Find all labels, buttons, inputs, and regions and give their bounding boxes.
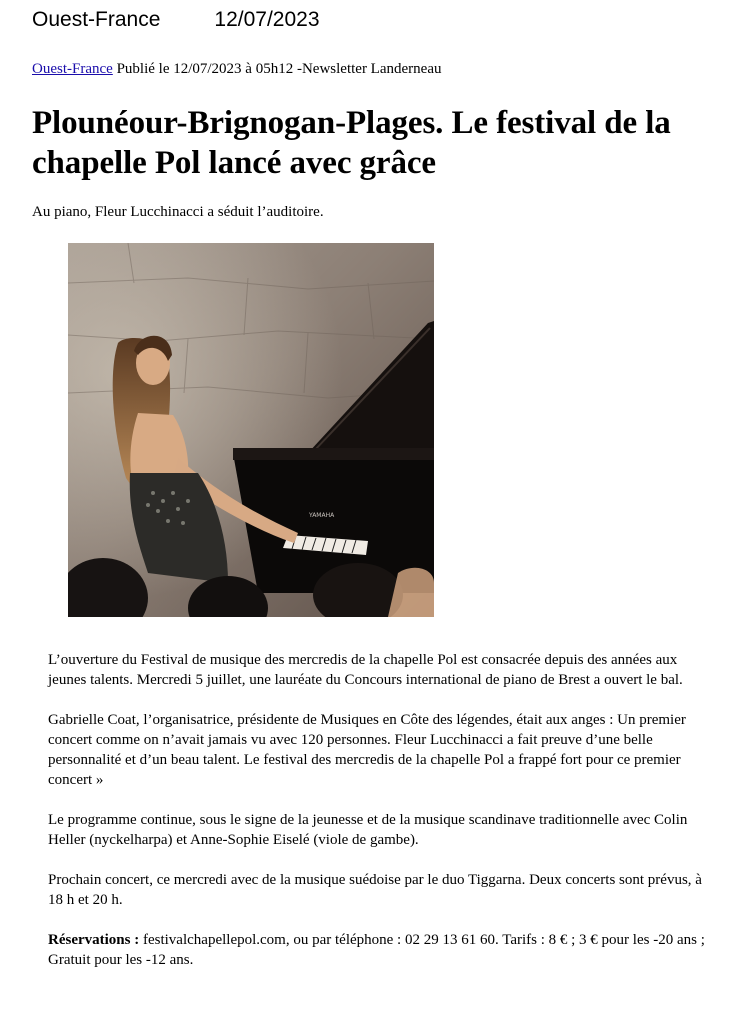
article-title: Plounéour-Brignogan-Plages. Le festival de la chapelle Pol lancé avec grâce	[32, 105, 671, 181]
piano-brand: YAMAHA	[309, 512, 335, 519]
clipping-date: 12/07/2023	[214, 8, 320, 31]
publication-line	[32, 61, 441, 78]
article-paragraph: Prochain concert, ce mercredi avec de la musique suédoise par le duo Tiggarna. Deux concerts sont prévus, à 18 h et 20 h.	[48, 872, 702, 908]
photo-caption: Au piano, Fleur Lucchinacci a séduit l’auditoire.	[32, 204, 324, 220]
article-body	[48, 650, 718, 990]
source-link[interactable]: Ouest-France	[32, 61, 113, 77]
clipping-header	[32, 8, 320, 32]
reservations-text: festivalchapellepol.com, ou par téléphone : 02 29 13 61 60. Tarifs : 8 € ; 3 € pour les -20 ans ; Gratuit pour les -12 ans.	[48, 932, 705, 968]
article-photo	[68, 243, 434, 617]
article-paragraph: Gabrielle Coat, l’organisatrice, présidente de Musiques en Côte des légendes, était aux anges : Un premier concert comme on n’avait jamais vu avec 120 personnes. Fleur Lucchinacci a fait preuve d’une belle personnalité et d’un beau talent. Le festival des mercredis de la chapelle Pol a frappé fort pour ce premier concert »	[48, 712, 686, 788]
reservations-paragraph	[48, 930, 718, 970]
reservations-label: Réservations :	[48, 932, 140, 948]
publication-info: Publié le 12/07/2023 à 05h12 -Newsletter Landerneau	[112, 61, 442, 77]
source-name: Ouest-France	[32, 8, 161, 31]
article-paragraph: Le programme continue, sous le signe de la jeunesse et de la musique scandinave traditionnelle avec Colin Heller (nyckelharpa) et Anne-Sophie Eiselé (viole de gambe).	[48, 812, 688, 848]
article-paragraph: L’ouverture du Festival de musique des mercredis de la chapelle Pol est consacrée depuis des années aux jeunes talents. Mercredi 5 juillet, une lauréate du Concours international de piano de Brest a ouvert le bal.	[48, 652, 683, 688]
